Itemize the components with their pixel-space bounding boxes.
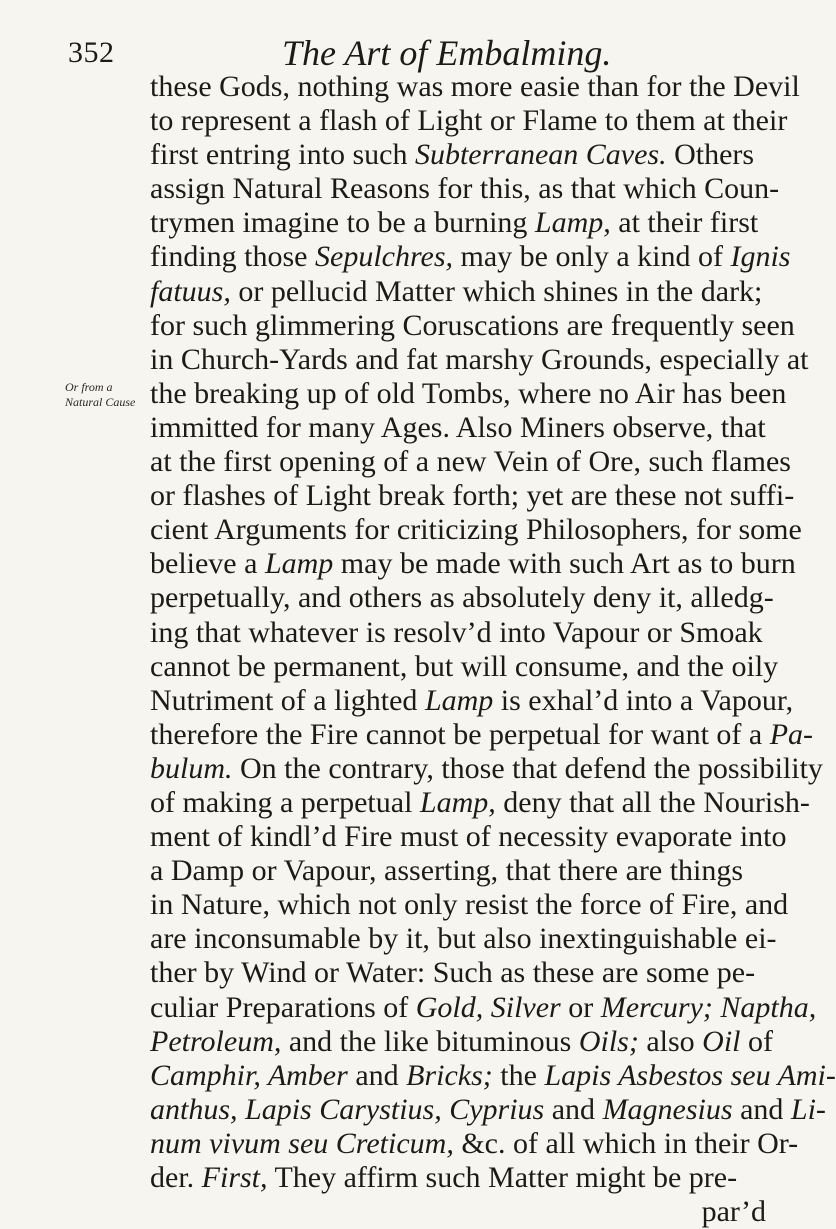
text-line: anthus, Lapis Carystius, Cyprius and Magnesius and Li- xyxy=(150,1092,826,1126)
text-line: in Nature, which not only resist the force of Fire, and xyxy=(150,888,789,922)
text-line: cannot be permanent, but will consume, and the oily xyxy=(150,649,779,683)
text-line: therefore the Fire cannot be perpetual for want of a Pa- xyxy=(150,717,814,751)
text-line: num vivum seu Creticum, &c. of all which in their Or- xyxy=(150,1126,799,1160)
text-line: culiar Preparations of Gold, Silver or Mercury; Naptha, xyxy=(150,990,817,1024)
text-line: first entring into such Subterranean Caves. Others xyxy=(150,138,755,172)
text-line: in Church-Yards and fat marshy Grounds, especially at xyxy=(150,342,809,376)
text-line: the breaking up of old Tombs, where no Air has been xyxy=(150,376,787,410)
margin-note-line: Or from a xyxy=(65,380,113,394)
text-line: ther by Wind or Water: Such as these are some pe- xyxy=(150,956,756,990)
text-line: perpetually, and others as absolutely deny it, alledg- xyxy=(150,581,774,615)
body-text xyxy=(150,70,836,1229)
text-line: bulum. On the contrary, those that defend the possibility xyxy=(150,751,823,785)
text-line: a Damp or Vapour, asserting, that there are things xyxy=(150,854,744,888)
text-line: assign Natural Reasons for this, as that which Coun- xyxy=(150,172,780,206)
text-line: or flashes of Light break forth; yet are these not suffi- xyxy=(150,479,795,513)
text-line: finding those Sepulchres, may be only a kind of Ignis xyxy=(150,240,791,274)
text-line: for such glimmering Coruscations are frequently seen xyxy=(150,308,795,342)
text-line: believe a Lamp may be made with such Art as to burn xyxy=(150,547,796,581)
text-line: these Gods, nothing was more easie than for the Devil xyxy=(150,70,800,103)
running-head: The Art of Embalming. xyxy=(282,33,612,73)
page-number: 352 xyxy=(68,36,115,69)
margin-note-line: Natural Cause xyxy=(65,395,136,409)
text-line: immitted for many Ages. Also Miners observe, that xyxy=(150,410,766,444)
text-line: cient Arguments for criticizing Philosophers, for some xyxy=(150,513,802,547)
margin-note xyxy=(65,380,145,410)
text-line: Petroleum, and the like bituminous Oils; also Oil of xyxy=(150,1024,773,1058)
text-line: to represent a flash of Light or Flame to them at their xyxy=(150,104,788,138)
text-line: of making a perpetual Lamp, deny that all the Nourish- xyxy=(150,785,810,819)
text-line: fatuus, or pellucid Matter which shines in the dark; xyxy=(150,274,763,308)
text-line: der. First, They affirm such Matter might be pre- xyxy=(150,1161,738,1194)
text-line: Nutriment of a lighted Lamp is exhal’d into a Vapour, xyxy=(150,683,794,717)
text-line: ing that whatever is resolv’d into Vapour or Smoak xyxy=(150,615,763,649)
text-line: are inconsumable by it, but also inextinguishable ei- xyxy=(150,922,777,956)
catchword: par’d xyxy=(701,1195,766,1229)
text-line: ment of kindl’d Fire must of necessity evaporate into xyxy=(150,820,787,854)
text-line: Camphir, Amber and Bricks; the Lapis Asbestos seu Ami- xyxy=(150,1058,836,1092)
text-line: at the first opening of a new Vein of Ore, such flames xyxy=(150,445,791,479)
text-line: trymen imagine to be a burning Lamp, at their first xyxy=(150,206,759,240)
